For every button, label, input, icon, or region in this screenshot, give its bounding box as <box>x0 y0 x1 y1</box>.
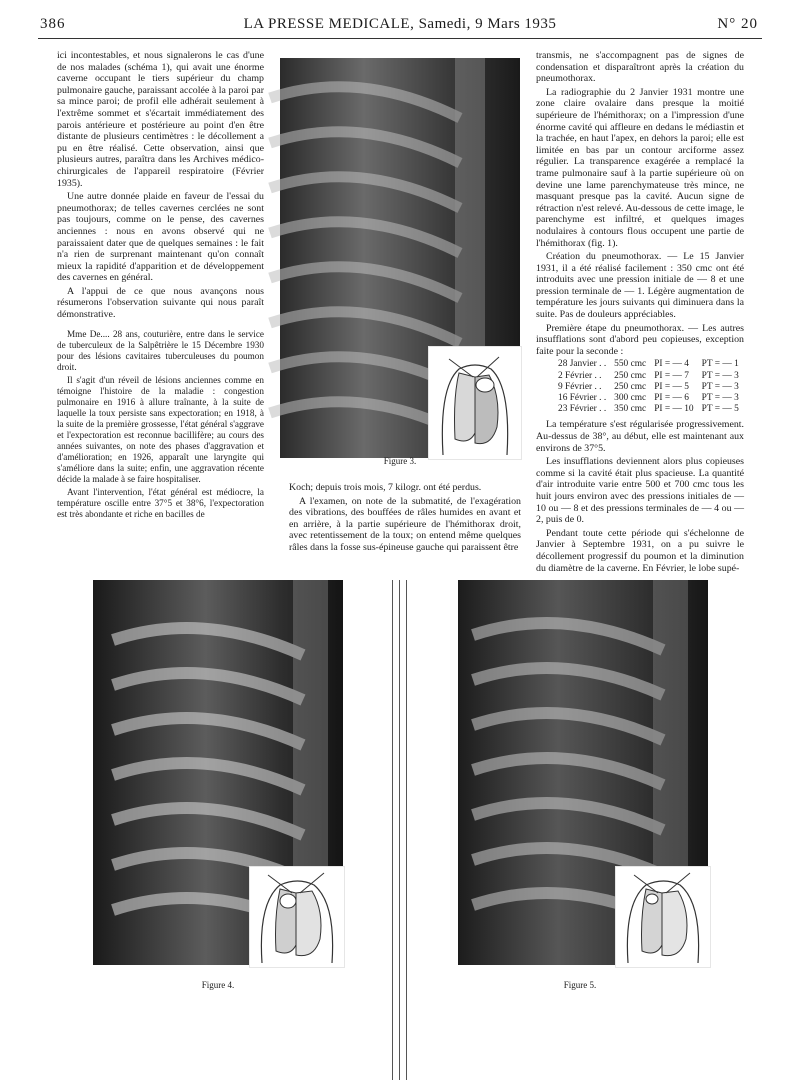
table-cell: 300 cmc <box>614 393 647 404</box>
table-cell: PT = — 3 <box>701 393 739 404</box>
left-column <box>57 50 264 562</box>
table-cell: 23 Février . . <box>558 404 607 415</box>
paragraph: transmis, ne s'accompagnent pas de signes de condensation et disparaîtront après la création du pneumothorax. <box>536 50 744 85</box>
paragraph: Koch; depuis trois mois, 7 kilogr. ont été perdus. <box>289 482 482 493</box>
table-row <box>554 359 743 370</box>
table-cell: PI = — 4 <box>654 359 689 370</box>
paragraph: A l'examen, on note de la submatité, de l'exagération des vibrations, des bouffées de râles humides en avant et en arrière, à la partie supérieure de l'hémithorax droit, avec retentissement de la toux; on entend même quelques râles dans la fosse sus-épineuse gauche qui paraissent être <box>289 495 521 553</box>
paragraph: Création du pneumothorax. — Le 15 Janvier 1931, il a été réalisé facilement : 350 cmc ont été introduits avec une pression initiale de — 8 et une pression terminale de — 1. Légère augmentation de température les jours suivants qui diminuera dans la suite. Pas de douleurs appréciables. <box>536 251 744 321</box>
thorax-schema-image <box>429 347 521 459</box>
table-cell: 2 Février . . <box>558 370 602 381</box>
table-cell: PI = — 7 <box>654 370 689 381</box>
journal-title: LA PRESSE MEDICALE, Samedi, 9 Mars 1935 <box>243 16 557 32</box>
table-row <box>554 404 743 415</box>
table-cell: 16 Février . . <box>558 393 607 404</box>
paragraph: Les insufflations deviennent alors plus copieuses comme si la cavité était plus spacieuse. La quantité d'air introduite varie entre 500 et 700 cmc tous les huit jours environ avec des pressions initiales de — 10 ou — 8 et des pressions terminales de — 4 ou — 2, puis de 0. <box>536 456 744 526</box>
table-row <box>554 371 743 382</box>
figure-3-schema <box>428 346 522 460</box>
table-cell: PT = — 1 <box>701 359 739 370</box>
issue-number: N° 20 <box>717 16 758 32</box>
figure-5-caption: Figure 5. <box>563 980 597 990</box>
thorax-schema-image <box>250 867 344 967</box>
paragraph: A l'appui de ce que nous avançons nous résumerons l'observation suivante qui nous paraît démonstrative. <box>57 285 264 321</box>
table-row <box>554 382 743 393</box>
insufflation-table <box>554 359 743 415</box>
table-row <box>554 393 743 404</box>
figure-4-schema <box>249 866 345 968</box>
figure-5-schema <box>615 866 711 968</box>
paragraph: Première étape du pneumothorax. — Les autres insufflations sont d'abord peu copieuses, exception faite pour la seconde : <box>536 322 744 357</box>
table-cell: 250 cmc <box>614 370 647 381</box>
paragraph: Pendant toute cette période qui s'échelonne de Janvier à Septembre 1931, on a pu suivre le décollement progressif du poumon et la diminution du diamètre de la caverne. En Février, le lobe supé- <box>536 527 744 574</box>
paragraph: La radiographie du 2 Janvier 1931 montre une zone claire ovalaire dans presque la moitié supérieure de l'hémithorax; on a l'impression d'une énorme cavité qui affleure en dedans le médiastin et la trachée, en haut l'apex, en dehors la paroi; elle est limitée en bas par un contour arciforme assez régulier. La transparence exagérée a remplacé la trame pulmonaire sauf à la partie supérieure où on devine une lame parenchymateuse très mince, ne masquant presque pas la cavité. Aucun signe de rétraction n'est relevé. Au-dessous de cette image, le parenchyme est infiltré, et quelques images nodulaires à contours flous occupent une partie de l'hémithorax (fig. 1). <box>536 86 744 249</box>
paragraph: La température s'est régularisée progressivement. Au-dessus de 38°, au début, elle est maintenant aux environs de 37°5. <box>536 419 744 454</box>
table-cell: 350 cmc <box>614 404 647 415</box>
column-divider <box>399 580 400 1080</box>
table-cell: PT = — 5 <box>701 404 739 415</box>
column-divider <box>406 580 407 1080</box>
paragraph: Il s'agit d'un réveil de lésions anciennes comme en témoigne l'histoire de la maladie : congestion pulmonaire en 1916 à allure traînante, à la suite de laquelle la toux persiste sans expectoration; en 1918, à la suite de la première grossesse, l'état général s'aggrave et l'expectoration est reconnue bacillifère; au cours des années suivantes, on note des phases d'aggravation et d'amélioration; en 1926, apparaît une laryngite qui s'améliore dans la suite; enfin, une aggravation récente décide la malade à se faire hospitaliser. <box>57 374 264 484</box>
table-cell: 250 cmc <box>614 381 647 392</box>
table-cell: PI = — 5 <box>654 381 689 392</box>
table-cell: PI = — 6 <box>654 393 689 404</box>
paragraph: Mme De.... 28 ans, couturière, entre dans le service de tuberculeux de la Salpêtrière le 15 Décembre 1930 pour des lésions cavitaires tuberculeuses du poumon droit. <box>57 328 264 372</box>
paragraph: ici incontestables, et nous signalerons le cas d'une de nos malades (schéma 1), qui avait une énorme caverne occupant le tiers supérieur du champ pulmonaire gauche, paraissant accolée à la paroi par sa mince paroi; de profil elle adhérait seulement à l'extrême sommet et s'écartait immédiatement des parois antérieure et postérieure au point d'en être distante de plusieurs centimètres : le décollement a pu en être réalisé. Cette observation, ainsi que plusieurs autres, paraîtra dans les Archives médico-chirurgicales de l'appareil respiratoire (Février 1935). <box>57 50 264 189</box>
paragraph: Avant l'intervention, l'état général est médiocre, la température oscille entre 37°5 et 38°6, l'expectoration est très abondante et riche en bacilles de <box>57 486 264 519</box>
page-number: 386 <box>40 16 66 32</box>
figure-4-caption: Figure 4. <box>201 980 235 990</box>
middle-column <box>289 482 521 562</box>
page-header <box>38 14 762 39</box>
table-cell: PT = — 3 <box>701 381 739 392</box>
thorax-schema-image <box>616 867 710 967</box>
table-cell: 28 Janvier . . <box>558 359 607 370</box>
right-column <box>536 50 744 574</box>
table-cell: 9 Février . . <box>558 381 602 392</box>
paragraph: Une autre donnée plaide en faveur de l'essai du pneumothorax; de telles cavernes cerclées ne sont pas toujours, comme on le pense, des cavernes anciennes : nous en avons observé qui ne paraissaient dater que de quelques semaines : le fait n'a rien de surprenant maintenant qu'on connaît mieux la rapidité d'apparition et de développement des cavernes en général. <box>57 191 264 284</box>
table-cell: PT = — 3 <box>701 370 739 381</box>
table-cell: PI = — 10 <box>654 404 694 415</box>
table-cell: 550 cmc <box>614 359 647 370</box>
figure-3-caption: Figure 3. <box>383 456 417 466</box>
column-divider <box>392 580 393 1080</box>
